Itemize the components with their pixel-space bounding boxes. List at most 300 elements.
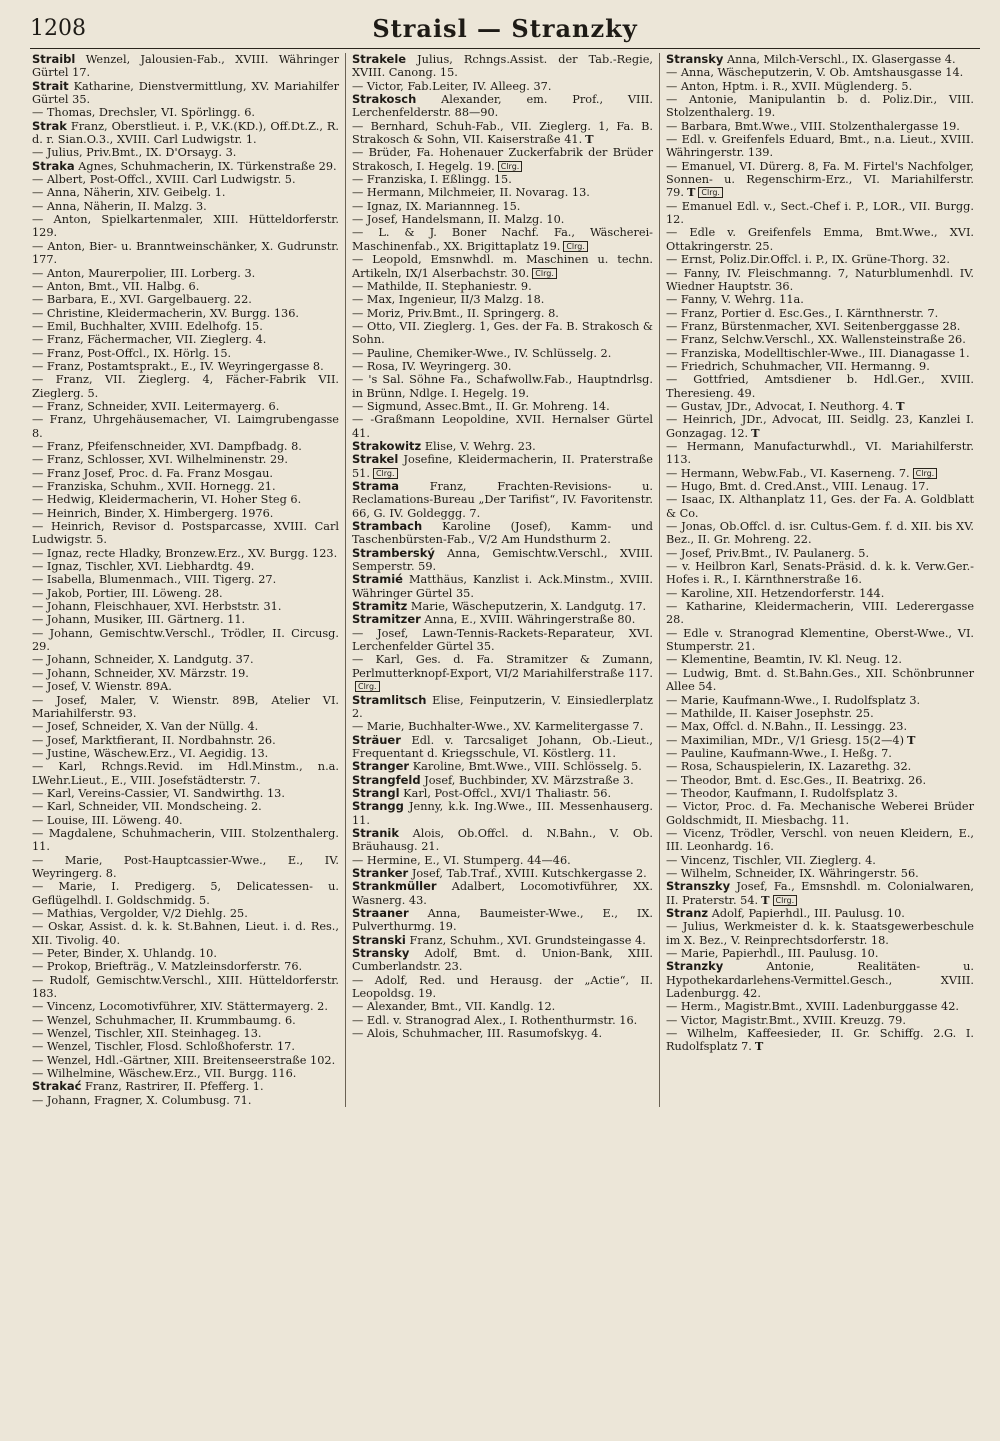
directory-entry — [32, 560, 339, 573]
entry-dash: — — [666, 800, 683, 814]
entry-text: Klementine, Beamtin, IV. Kl. Neug. 12. — [680, 653, 902, 667]
entry-text: Johann, Fleischhauer, XVI. Herbststr. 31. — [46, 600, 282, 614]
entry-dash: — — [352, 199, 367, 213]
entry-surname: Sträuer — [352, 732, 401, 747]
entry-text: Josef, Lawn-Tennis-Rackets-Reparateur, XVI. Lerchenfelder Gürtel 35. — [352, 626, 653, 654]
entry-dash: — — [666, 359, 681, 373]
entry-text: Rosa, IV. Weyringerg. 30. — [366, 359, 512, 373]
entry-text: Ignaz, Tischler, XVI. Liebhardtg. 49. — [46, 560, 255, 574]
entry-dash: — — [32, 666, 47, 680]
entry-dash: — — [352, 346, 367, 360]
directory-entry — [666, 653, 974, 666]
directory-entry — [666, 493, 974, 520]
entry-dash: — — [352, 1027, 367, 1041]
directory-entry — [666, 880, 974, 907]
directory-entry — [32, 493, 339, 506]
entry-dash: — — [32, 506, 47, 520]
telephone-icon: T — [751, 425, 760, 440]
entry-dash: — — [666, 493, 682, 507]
entry-dash: — — [32, 907, 47, 920]
directory-entry — [666, 587, 974, 600]
clearing-badge: Clrg. — [355, 681, 380, 692]
directory-entry — [666, 600, 974, 627]
directory-entry — [32, 600, 339, 613]
directory-entry — [32, 787, 339, 800]
directory-entry — [666, 373, 974, 400]
entry-text: Josef, Priv.Bmt., IV. Paulanerg. 5. — [680, 546, 870, 560]
entry-dash: — — [666, 1027, 687, 1041]
directory-entry — [32, 1040, 339, 1053]
directory-entry — [32, 947, 339, 960]
entry-dash: — — [32, 920, 49, 934]
entry-surname: Stranszky — [666, 879, 731, 894]
entry-text: Hermann, Milchmeier, II. Novarag. 13. — [366, 186, 590, 200]
entry-dash: — — [32, 306, 47, 320]
entry-text: Franziska, Schuhm., XVII. Hornegg. 21. — [46, 480, 276, 493]
entry-dash: — — [352, 79, 367, 93]
directory-entry — [352, 146, 653, 173]
entry-text: Otto, VII. Zieglerg. 1, Ges. der Fa. B. Strakosch & Sohn. — [352, 319, 653, 347]
entry-surname: Stranz — [666, 906, 709, 920]
entry-surname: Stranker — [352, 865, 409, 880]
entry-dash: — — [666, 560, 682, 574]
entry-dash: — — [352, 853, 367, 867]
directory-entry — [666, 133, 974, 160]
directory-entry — [666, 760, 974, 773]
entry-dash: — — [666, 226, 690, 240]
entry-text: Josef, Buchbinder, XV. Märzstraße 3. — [424, 773, 634, 787]
telephone-icon: T — [585, 132, 594, 147]
entry-dash: — — [32, 373, 56, 387]
page-header — [30, 14, 980, 49]
entry-text: Karl, Ges. d. Fa. Stramitzer & Zumann, Perlmutterknopf-Export, VI/2 Mariahilferstraße 117. — [352, 653, 653, 680]
entry-text: Max, Offcl. d. N.Bahn., II. Lessingg. 23. — [680, 720, 908, 734]
entry-text: Peter, Binder, X. Uhlandg. 10. — [46, 947, 217, 961]
directory-entry — [666, 747, 974, 760]
entry-dash: — — [32, 600, 47, 614]
entry-text: Anna, E., XVIII. Währingerstraße 80. — [424, 613, 636, 627]
entry-dash: — — [666, 760, 681, 774]
directory-entry — [32, 653, 339, 666]
entry-dash: — — [32, 1040, 47, 1054]
directory-entry — [666, 253, 974, 266]
entry-text: Antonie, Realitäten- u. Hypothekardarlehens-Vermittel.Gesch., XVIII. Ladenburgg. 42. — [666, 960, 975, 1001]
entry-dash: — — [32, 466, 47, 480]
entry-surname: Strakosch — [352, 92, 417, 107]
entry-text: Franz, Uhrgehäusemacher, VI. Laimgrubengasse 8. — [32, 413, 339, 440]
entry-dash: — — [32, 279, 47, 293]
entry-text: v. Heilbron Karl, Senats-Präsid. d. k. k. Verw.Ger.-Hofes i. R., I. Kärnthnerstraße 16. — [666, 560, 974, 587]
entry-text: Hedwig, Kleidermacherin, VI. Hoher Steg 6. — [46, 493, 302, 507]
entry-text: Theodor, Kaufmann, I. Rudolfsplatz 3. — [680, 786, 898, 800]
directory-entry — [352, 827, 653, 854]
entry-text: Isaac, IX. Althanplatz 11, Ges. der Fa. A. Goldblatt & Co. — [666, 493, 975, 520]
directory-entry — [352, 907, 653, 934]
entry-text: Anton, Hptm. i. R., XVII. Müglenderg. 5. — [680, 79, 913, 93]
entry-text: Franz, Portier d. Esc.Ges., I. Kärnthnerstr. 7. — [680, 306, 939, 320]
directory-entry — [32, 53, 339, 80]
directory-entry — [666, 787, 974, 800]
entry-text: Victor, Magistr.Bmt., XVIII. Kreuzg. 79. — [680, 1013, 906, 1027]
entry-text: Edl. v. Tarcsaliget Johann, Ob.-Lieut., Frequentant d. Kriegsschule, VI. Köstlerg. 11. — [352, 733, 654, 760]
directory-entry — [352, 854, 653, 867]
entry-text: Christine, Kleidermacherin, XV. Burgg. 136. — [46, 306, 299, 320]
entry-text: Franz, Selchw.Verschl., XX. Wallensteinstraße 26. — [680, 333, 966, 347]
directory-entry — [32, 467, 339, 480]
entry-dash: — — [666, 413, 683, 427]
directory-entry — [352, 720, 653, 733]
directory-entry — [352, 440, 653, 453]
entry-dash: — — [32, 239, 48, 253]
directory-entry — [352, 880, 653, 907]
entry-text: Johann, Schneider, XV. Märzstr. 19. — [46, 666, 249, 680]
entry-dash: — — [666, 373, 694, 387]
entry-surname: Straibl — [32, 52, 76, 66]
entry-dash: — — [32, 1013, 47, 1027]
entry-text: Heinrich, Revisor d. Postsparcasse, XVIII. Carl Ludwigstr. 5. — [32, 520, 339, 547]
entry-text: Karoline, Bmt.Wwe., VIII. Schlösselg. 5. — [412, 760, 642, 774]
entry-text: Sigmund, Assec.Bmt., II. Gr. Mohreng. 14. — [366, 399, 610, 413]
directory-entry — [32, 106, 339, 119]
directory-entry — [32, 880, 339, 907]
entry-surname: Stranski — [352, 932, 406, 947]
entry-text: Fanny, V. Wehrg. 11a. — [680, 293, 804, 307]
entry-dash: — — [32, 560, 47, 574]
entry-surname: Stranzky — [666, 959, 724, 974]
entry-text: Pauline, Chemiker-Wwe., IV. Schlüsselg. 2. — [366, 346, 612, 360]
entry-surname: Stramié — [352, 572, 403, 587]
entry-text: Julius, Priv.Bmt., IX. D'Orsayg. 3. — [46, 146, 237, 160]
directory-entry — [32, 80, 339, 107]
entry-text: Mathilde, II. Kaiser Josephstr. 25. — [680, 706, 874, 720]
entry-dash: — — [666, 79, 681, 93]
entry-surname: Stramberský — [352, 545, 435, 560]
entry-text: Rosa, Schauspielerin, IX. Lazarethg. 32. — [680, 760, 912, 774]
entry-dash: — — [32, 346, 47, 360]
entry-dash: — — [32, 800, 47, 814]
entry-dash: — — [666, 853, 681, 867]
directory-entry — [666, 66, 974, 79]
directory-entry — [32, 814, 339, 827]
entry-text: Wilhelm, Schneider, IX. Währingerstr. 56. — [680, 866, 919, 880]
entry-dash: — — [666, 333, 681, 347]
entry-text: Gustav, JDr., Advocat, I. Neuthorg. 4. — [680, 399, 894, 413]
directory-entry — [666, 907, 974, 920]
entry-dash: — — [32, 1093, 47, 1107]
entry-text: Franz, Frachten-Revisions- u. Reclamations-Bureau „Der Tarifist“, IV. Favoritenstr. 66, G. IV. Goldeggg. 7. — [352, 480, 653, 520]
column-3 — [660, 53, 980, 1107]
directory-entry — [32, 160, 339, 173]
entry-surname: Strakele — [352, 52, 407, 66]
entry-text: Wenzel, Tischler, XII. Steinhageg. 13. — [46, 1027, 262, 1041]
entry-dash: — — [32, 146, 47, 160]
entry-dash: — — [352, 720, 367, 734]
directory-entry — [32, 667, 339, 680]
entry-dash: — — [32, 853, 65, 867]
entry-dash: — — [666, 773, 681, 787]
directory-entry — [666, 1014, 974, 1027]
directory-entry — [352, 293, 653, 306]
directory-entry — [666, 1027, 974, 1054]
directory-entry — [666, 267, 974, 294]
entry-dash: — — [352, 213, 367, 227]
directory-entry — [32, 173, 339, 186]
directory-entry — [666, 333, 974, 346]
directory-entry — [32, 587, 339, 600]
directory-entry — [352, 253, 653, 280]
entry-text: Katharine, Kleidermacherin, VIII. Lederergasse 28. — [666, 600, 975, 627]
entry-text: Mathias, Vergolder, V/2 Diehlg. 25. — [46, 907, 248, 920]
entry-surname: Stranger — [352, 759, 410, 774]
entry-dash: — — [32, 493, 47, 507]
directory-entry — [352, 613, 653, 626]
entry-dash: — — [666, 586, 681, 600]
directory-entry — [32, 854, 339, 881]
clearing-badge: Clrg. — [498, 161, 523, 172]
column-1 — [30, 53, 346, 1107]
entry-text: Jonas, Ob.Offcl. d. isr. Cultus-Gem. f. d. XII. bis XV. Bez., II. Gr. Mohreng. 22. — [666, 520, 974, 547]
entry-surname: Strama — [352, 479, 399, 493]
entry-dash: — — [32, 480, 47, 493]
directory-entry — [352, 307, 653, 320]
directory-entry — [666, 667, 974, 694]
directory-entry — [352, 627, 653, 654]
entry-text: Adalbert, Locomotivführer, XX. Wasnerg. 43. — [352, 880, 653, 907]
entry-text: Vicenz, Trödler, Verschl. von neuen Kleidern, E., III. Leonhardg. 16. — [666, 826, 974, 854]
columns — [30, 53, 980, 1107]
entry-dash: — — [352, 1000, 367, 1014]
directory-entry — [666, 120, 974, 133]
entry-dash: — — [666, 546, 681, 560]
entry-surname: Strakać — [32, 1079, 82, 1094]
entry-surname: Stranik — [352, 825, 399, 840]
entry-text: Alois, Schuhmacher, III. Rasumofskyg. 4. — [366, 1027, 603, 1041]
entry-text: Bernhard, Schuh-Fab., VII. Zieglerg. 1, Fa. B. Strakosch & Sohn, VII. Kaiserstraße 41. — [352, 119, 654, 147]
entry-text: Ignaz, recte Hladky, Bronzew.Erz., XV. Burgg. 123. — [46, 546, 338, 560]
entry-text: Anna, Milch-Verschl., IX. Glasergasse 4. — [726, 53, 956, 66]
page-title: Straisl — Stranzky — [372, 14, 638, 43]
entry-dash: — — [32, 573, 47, 587]
entry-dash: — — [666, 920, 683, 934]
directory-entry — [32, 373, 339, 400]
entry-dash: — — [352, 626, 378, 640]
entry-text: Franz Josef, Proc. d. Fa. Franz Mosgau. — [46, 466, 273, 480]
entry-text: Theodor, Bmt. d. Esc.Ges., II. Beatrixg. 26. — [680, 773, 927, 787]
directory-entry — [32, 974, 339, 1001]
entry-dash: — — [666, 666, 683, 680]
entry-text: Katharine, Dienstvermittlung, XV. Mariahilfer Gürtel 35. — [32, 79, 340, 107]
entry-text: Franziska, Modelltischler-Wwe., III. Dianagasse 1. — [680, 346, 970, 360]
directory-entry — [666, 160, 974, 200]
directory-entry — [32, 613, 339, 626]
entry-text: Barbara, Bmt.Wwe., VIII. Stolzenthalergasse 19. — [680, 119, 960, 133]
entry-text: Anton, Maurerpolier, III. Lorberg. 3. — [46, 266, 256, 280]
directory-entry — [32, 1000, 339, 1013]
entry-text: Heinrich, JDr., Advocat, III. Seidlg. 23, Kanzlei I. Gonzagag. 12. — [666, 413, 974, 440]
column-2 — [346, 53, 660, 1107]
directory-entry — [352, 934, 653, 947]
directory-entry — [666, 53, 974, 66]
entry-dash: — — [666, 1000, 681, 1014]
directory-entry — [666, 226, 974, 253]
entry-text: Karl, Rchngs.Revid. im Hdl.Minstm., n.a. LWehr.Lieut., E., VIII. Josefstädterstr. 7. — [32, 760, 340, 787]
entry-text: Josef, Maler, V. Wienstr. 89B, Atelier VI. Mariahilferstr. 93. — [32, 693, 339, 720]
entry-text: Anna, Gemischtw.Verschl., XVIII. Semperstr. 59. — [352, 546, 653, 574]
directory-entry — [352, 93, 653, 120]
entry-text: Adolf, Red. und Herausg. der „Actie“, II. Leopoldsg. 19. — [352, 973, 653, 1001]
entry-text: Wilhelm, Kaffeesieder, II. Gr. Schiffg. 2.G. I. Rudolfsplatz 7. — [666, 1027, 974, 1054]
directory-entry — [352, 1027, 653, 1040]
directory-entry — [666, 854, 974, 867]
clearing-badge: Clrg. — [773, 895, 798, 906]
clearing-badge: Clrg. — [532, 268, 557, 279]
entry-text: Mathilde, II. Stephaniestr. 9. — [366, 279, 532, 293]
entry-dash: — — [666, 720, 681, 734]
entry-surname: Strakel — [352, 452, 399, 467]
entry-surname: Stransky — [352, 946, 410, 961]
entry-text: Edl. v. Greifenfels Eduard, Bmt., n.a. Lieut., XVIII. Währingerstr. 139. — [666, 133, 974, 160]
directory-entry — [666, 93, 974, 120]
entry-dash: — — [666, 266, 684, 280]
entry-text: Adolf, Bmt. d. Union-Bank, XIII. Cumberlandstr. 23. — [352, 947, 653, 974]
entry-text: Josefine, Kleidermacherin, II. Praterstraße 51. — [352, 453, 653, 480]
directory-entry — [352, 974, 653, 1001]
entry-text: Jakob, Portier, III. Löweng. 28. — [46, 586, 223, 600]
entry-dash: — — [666, 253, 681, 267]
entry-text: Elise, V. Wehrg. 23. — [424, 439, 536, 453]
directory-entry — [32, 320, 339, 333]
entry-dash: — — [352, 319, 367, 333]
entry-dash: — — [666, 1013, 681, 1027]
entry-text: Ludwig, Bmt. d. St.Bahn.Ges., XII. Schönbrunner Allee 54. — [666, 666, 975, 694]
entry-text: Franz, Oberstlieut. i. P., V.K.(KD.), Off.Dt.Z., R. d. r. Sian.O.3., XVIII. Carl Ludwigstr. 1. — [32, 119, 340, 147]
entry-surname: Stramlitsch — [352, 692, 427, 707]
entry-dash: — — [32, 546, 47, 560]
telephone-icon: T — [896, 398, 905, 413]
directory-entry — [352, 694, 653, 721]
entry-text: Marie, Buchhalter-Wwe., XV. Karmelitergasse 7. — [366, 720, 644, 734]
entry-text: Marie, Wäscheputzerin, X. Landgutg. 17. — [410, 600, 647, 614]
entry-text: Barbara, E., XVI. Gargelbauerg. 22. — [46, 293, 252, 307]
entry-text: Hermann, Webw.Fab., VI. Kaserneng. 7. — [680, 466, 910, 480]
entry-dash: — — [352, 973, 375, 987]
entry-text: Ernst, Poliz.Dir.Offcl. i. P., IX. Grüne-Thorg. 32. — [680, 253, 950, 267]
entry-dash: — — [32, 173, 47, 187]
entry-text: Edle v. Greifenfels Emma, Bmt.Wwe., XVI. Ottakringerstr. 25. — [666, 226, 974, 253]
entry-dash: — — [32, 439, 47, 453]
directory-entry — [666, 467, 974, 480]
entry-text: Friedrich, Schuhmacher, VII. Hermanng. 9. — [680, 359, 930, 373]
entry-dash: — — [32, 213, 54, 227]
entry-text: Hermann, Manufacturwhdl., VI. Mariahilferstr. 113. — [666, 439, 975, 467]
entry-text: Marie, Kaufmann-Wwe., I. Rudolfsplatz 3. — [680, 693, 921, 707]
directory-entry — [666, 520, 974, 547]
entry-dash: — — [666, 133, 682, 147]
entry-dash: — — [352, 653, 376, 667]
entry-text: Anna, Wäscheputzerin, V. Ob. Amtshausgasse 14. — [680, 66, 964, 80]
entry-text: Elise, Feinputzerin, V. Einsiedlerplatz 2. — [352, 693, 654, 720]
entry-text: Marie, Papierhdl., III. Paulusg. 10. — [680, 947, 879, 961]
entry-dash: — — [666, 466, 681, 480]
entry-dash: — — [666, 826, 684, 840]
entry-text: Karl, Schneider, VII. Mondscheing. 2. — [46, 800, 262, 814]
entry-dash: — — [666, 293, 681, 307]
entry-text: 's Sal. Söhne Fa., Schafwollw.Fab., Hauptndrlsg. in Brünn, Ndlge. I. Hegelg. 19. — [352, 373, 654, 400]
directory-entry — [32, 360, 339, 373]
directory-entry — [32, 453, 339, 466]
directory-entry — [666, 80, 974, 93]
directory-entry — [666, 707, 974, 720]
entry-dash: — — [32, 746, 47, 760]
entry-text: Alexander, Bmt., VII. Kandlg. 12. — [366, 1000, 556, 1014]
entry-dash: — — [352, 293, 367, 307]
directory-entry — [32, 307, 339, 320]
entry-text: Franz, Fächermacher, VII. Zieglerg. 4. — [46, 333, 267, 347]
entry-dash: — — [32, 186, 47, 200]
directory-entry — [32, 680, 339, 693]
directory-entry — [352, 280, 653, 293]
entry-text: Brüder, Fa. Hohenauer Zuckerfabrik der Brüder Strakosch, I. Hegelg. 19. — [352, 146, 653, 173]
directory-entry — [666, 400, 974, 413]
directory-entry — [32, 1014, 339, 1027]
entry-text: Anna, Näherin, XIV. Geibelg. 1. — [46, 186, 226, 200]
directory-entry — [32, 907, 339, 920]
directory-entry — [32, 1027, 339, 1040]
directory-entry — [32, 213, 339, 240]
entry-text: Victor, Fab.Leiter, IV. Alleeg. 37. — [366, 79, 552, 93]
entry-dash: — — [666, 866, 681, 880]
directory-entry — [666, 547, 974, 560]
entry-dash: — — [32, 680, 47, 694]
directory-entry — [352, 360, 653, 373]
entry-dash: — — [32, 413, 50, 427]
entry-dash: — — [666, 346, 681, 360]
entry-surname: Stransky — [666, 52, 724, 66]
entry-text: Franz, VII. Zieglerg. 4, Fächer-Fabrik VII. Zieglerg. 5. — [32, 373, 340, 400]
entry-text: Johann, Schneider, X. Landgutg. 37. — [46, 653, 254, 667]
directory-entry — [32, 573, 339, 586]
directory-entry — [32, 267, 339, 280]
directory-entry — [666, 800, 974, 827]
entry-text: Josef, Fa., Emsnshdl. m. Colonialwaren, II. Praterstr. 54. — [666, 880, 974, 907]
entry-text: Magdalene, Schuhmacherin, VIII. Stolzenthalerg. 11. — [32, 826, 340, 854]
entry-text: Thomas, Drechsler, VI. Spörlingg. 6. — [46, 106, 256, 120]
directory-entry — [32, 1094, 339, 1107]
directory-entry — [32, 547, 339, 560]
directory-entry — [32, 827, 339, 854]
directory-entry — [32, 520, 339, 547]
directory-entry — [32, 960, 339, 973]
directory-entry — [352, 520, 653, 547]
entry-dash: — — [352, 413, 371, 427]
entry-text: Prokop, Briefträg., V. Matzleinsdorferstr. 76. — [46, 960, 303, 974]
entry-text: Wenzel, Hdl.-Gärtner, XIII. Breitenseerstraße 102. — [46, 1053, 336, 1067]
directory-entry — [32, 400, 339, 413]
directory-entry — [666, 440, 974, 467]
directory-entry — [32, 480, 339, 493]
directory-entry — [352, 53, 653, 80]
entry-text: Franz, Schneider, XVII. Leitermayerg. 6. — [46, 399, 280, 413]
directory-entry — [32, 694, 339, 721]
entry-text: Anton, Bier- u. Branntweinschänker, X. Gudrunstr. 177. — [32, 239, 339, 267]
directory-entry — [32, 146, 339, 159]
entry-dash: — — [666, 706, 681, 720]
directory-entry — [32, 200, 339, 213]
entry-text: Alois, Ob.Offcl. d. N.Bahn., V. Ob. Bräuhausg. 21. — [352, 826, 654, 854]
entry-text: Franz, Post-Offcl., IX. Hörlg. 15. — [46, 346, 232, 360]
directory-entry — [666, 774, 974, 787]
entry-dash: — — [352, 119, 371, 133]
